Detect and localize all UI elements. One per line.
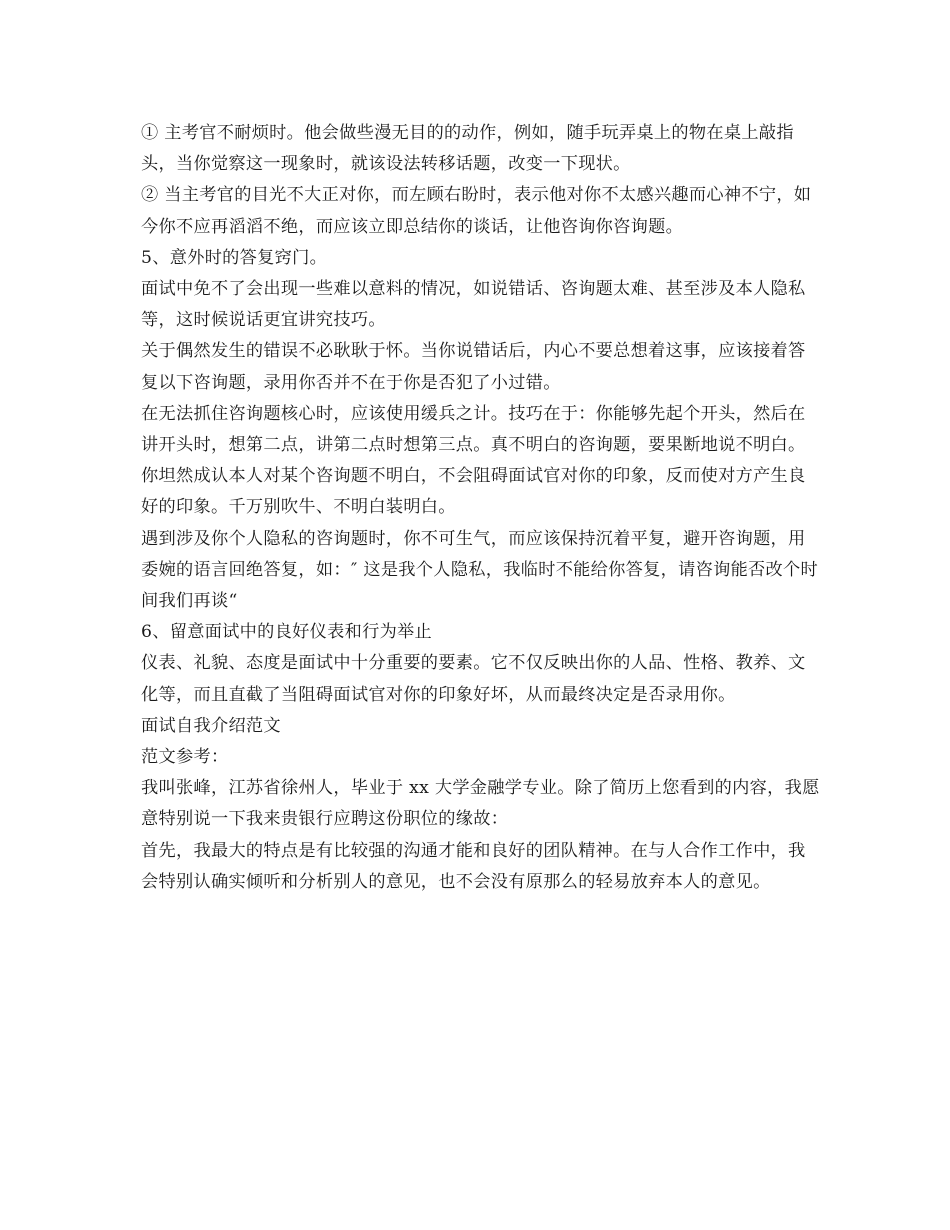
heading-self-intro-sample: 面试自我介绍范文 xyxy=(141,715,281,736)
paragraph-appearance-manners: 仪表、礼貌、态度是面试中十分重要的要素。它不仅反映出你的人品、性格、教养、文化等，而且直截了当阻碍面试官对你的印象好坏，从而最终决定是否录用你。 xyxy=(141,653,806,705)
paragraph-occasional-mistakes: 关于偶然发生的错误不必耿耿于怀。当你说错话后，内心不要总想着这事，应该接着答复以下咨询题，录用你否并不在于你是否犯了小过错。 xyxy=(141,341,806,393)
document-body xyxy=(141,118,821,898)
paragraph-privacy-questions: 遇到涉及你个人隐私的咨询题时，你不可生气，而应该保持沉着平复，避开咨询题，用委婉的语言回绝答复，如：″ 这是我个人隐私，我临时不能给你答复，请咨询能否改个时间我们再谈“ xyxy=(141,528,819,612)
paragraph-impatient-examiner: ① 主考官不耐烦时。他会做些漫无目的的动作，例如，随手玩弄桌上的物在桌上敲指头，当你觉察这一现象时，就该设法转移话题，改变一下现状。 xyxy=(141,123,794,175)
section-heading-5: 5、意外时的答复窍门。 xyxy=(141,247,328,268)
paragraph-distracted-examiner: ② 当主考官的目光不大正对你，而左顾右盼时，表示他对你不太感兴趣而心神不宁，如今你不应再滔滔不绝，而应该立即总结你的谈话，让他咨询你咨询题。 xyxy=(141,185,812,237)
paragraph-self-intro: 我叫张峰，江苏省徐州人，毕业于 xx 大学金融学专业。除了简历上您看到的内容，我愿意特别说一下我来贵银行应聘这份职位的缘故： xyxy=(141,778,820,830)
paragraph-communication-skills: 首先，我最大的特点是有比较强的沟通才能和良好的团队精神。在与人合作工作中，我会特别认确实倾听和分析别人的意见，也不会没有原那么的轻易放弃本人的意见。 xyxy=(141,840,806,892)
section-heading-6: 6、留意面试中的良好仪表和行为举止 xyxy=(141,622,433,643)
paragraph-stalling-technique: 在无法抓住咨询题核心时，应该使用缓兵之计。技巧在于：你能够先起个开头，然后在讲开头时，想第二点，讲第二点时想第三点。真不明白的咨询题，要果断地说不明白。你坦然成认本人对某个咨询题不明白，不会阻碍面试官对你的印象，反而使对方产生良好的印象。千万别吹牛、不明白装明白。 xyxy=(141,403,806,518)
paragraph-unexpected-situations: 面试中免不了会出现一些难以意料的情况，如说错话、咨询题太难、甚至涉及本人隐私等，这时候说话更宜讲究技巧。 xyxy=(141,279,806,331)
heading-sample-reference: 范文参考： xyxy=(141,747,229,768)
